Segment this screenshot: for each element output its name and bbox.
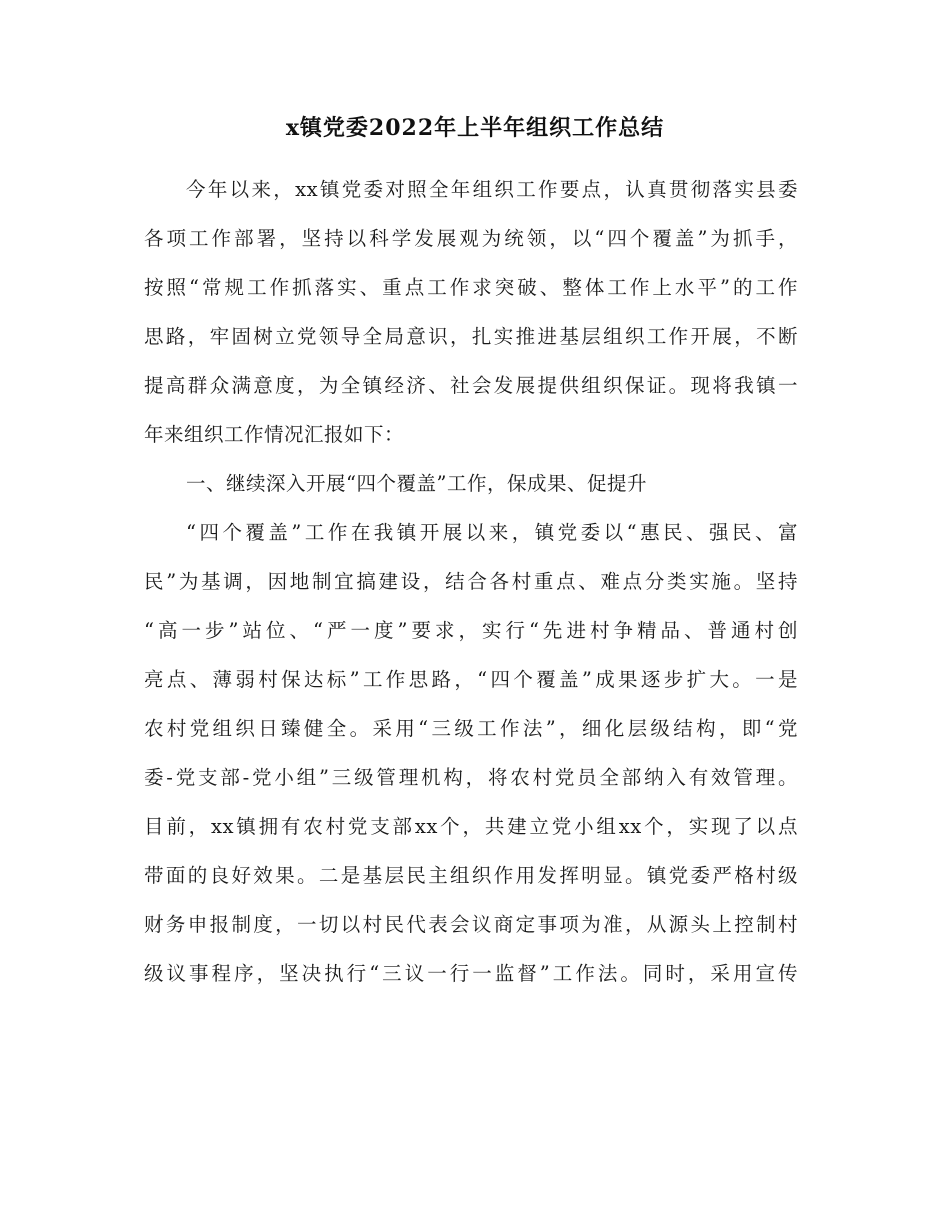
body-line: 目前，xx镇拥有农村党支部xx个，共建立党小组xx个，实现了以点: [144, 815, 798, 838]
body-line: 级议事程序，坚决执行“三议一行一监督”工作法。同时，采用宣传: [144, 962, 798, 985]
body-line: 思路，牢固树立党领导全局意识，扎实推进基层组织工作开展，不断: [144, 325, 798, 348]
body-line: 各项工作部署，坚持以科学发展观为统领，以“四个覆盖”为抓手，: [144, 227, 798, 250]
document-title: x镇党委2022年上半年组织工作总结: [285, 115, 665, 141]
body-line: 年来组织工作情况汇报如下：: [144, 423, 405, 446]
body-line: 今年以来，xx镇党委对照全年组织工作要点，认真贯彻落实县委: [186, 178, 798, 201]
body-line: 农村党组织日臻健全。采用“三级工作法”，细化层级结构，即“党: [144, 717, 798, 740]
document-body: [144, 165, 798, 998]
body-line: 提高群众满意度，为全镇经济、社会发展提供组织保证。现将我镇一: [144, 374, 798, 397]
body-line: “四个覆盖”工作在我镇开展以来，镇党委以“惠民、强民、富: [186, 521, 798, 544]
body-line: 委-党支部-党小组”三级管理机构，将农村党员全部纳入有效管理。: [144, 766, 798, 789]
body-line: 按照“常规工作抓落实、重点工作求突破、整体工作上水平”的工作: [144, 276, 798, 299]
body-line: 民”为基调，因地制宜搞建设，结合各村重点、难点分类实施。坚持: [144, 570, 798, 593]
body-line: 带面的良好效果。二是基层民主组织作用发挥明显。镇党委严格村级: [144, 864, 798, 887]
body-line: “高一步”站位、“严一度”要求，实行“先进村争精品、普通村创: [144, 619, 798, 642]
body-line: 亮点、薄弱村保达标”工作思路，“四个覆盖”成果逐步扩大。一是: [144, 668, 798, 691]
body-line: 财务申报制度，一切以村民代表会议商定事项为准，从源头上控制村: [144, 913, 798, 936]
body-line: 一、继续深入开展“四个覆盖”工作，保成果、促提升: [186, 472, 647, 495]
